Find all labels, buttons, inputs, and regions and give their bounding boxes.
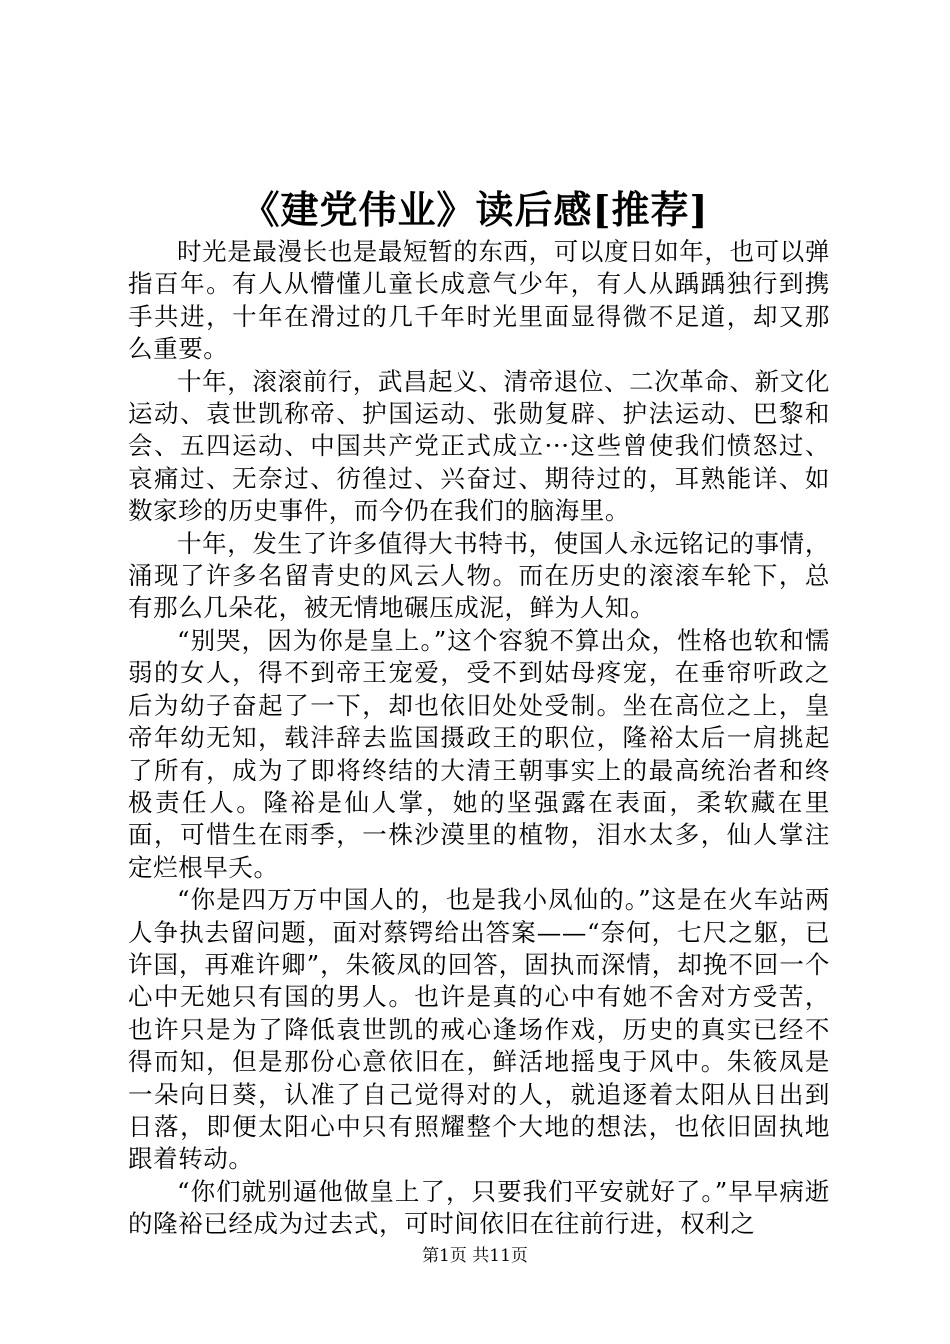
paragraph: “你们就别逼他做皇上了，只要我们平安就好了。”早早病逝的隆裕已经成为过去式，可时间依旧在往前行进，权利之 xyxy=(128,1176,830,1239)
paragraph: 时光是最漫长也是最短暂的东西，可以度日如年，也可以弹指百年。有人从懵懂儿童长成意气少年，有人从踽踽独行到携手共进，十年在滑过的几千年时光里面显得微不足道，却又那么重要。 xyxy=(128,237,830,364)
paragraph: 十年，发生了许多值得大书特书，使国人永远铭记的事情，涌现了许多名留青史的风云人物。而在历史的滚滚车轮下，总有那么几朵花，被无情地碾压成泥，鲜为人知。 xyxy=(128,528,830,623)
page-footer: 第1页 共11页 xyxy=(422,1246,528,1266)
paragraph: 十年，滚滚前行，武昌起义、清帝退位、二次革命、新文化运动、袁世凯称帝、护国运动、张勋复辟、护法运动、巴黎和会、五四运动、中国共产党正式成立···这些曾使我们愤怒过、哀痛过、无奈过、彷徨过、兴奋过、期待过的，耳熟能详、如数家珍的历史事件，而今仍在我们的脑海里。 xyxy=(128,366,830,526)
paragraph: “别哭，因为你是皇上。”这个容貌不算出众，性格也软和懦弱的女人，得不到帝王宠爱，受不到姑母疼宠，在垂帘听政之后为幼子奋起了一下，却也依旧处处受制。坐在高位之上，皇帝年幼无知，载沣辞去监国摄政王的职位，隆裕太后一肩挑起了所有，成为了即将终结的大清王朝事实上的最高统治者和终极责任人。隆裕是仙人掌，她的坚强露在表面，柔软藏在里面，可惜生在雨季，一株沙漠里的植物，泪水太多，仙人掌注定烂根早夭。 xyxy=(128,625,830,882)
paragraph: “你是四万万中国人的，也是我小凤仙的。”这是在火车站两人争执去留问题，面对蔡锷给出答案——“奈何，七尺之躯，已许国，再难许卿”，朱筱凤的回答，固执而深情，却挽不回一个心中无她只有国的男人。也许是真的心中有她不舍对方受苦，也许只是为了降低袁世凯的戒心逢场作戏，历史的真实已经不得而知，但是那份心意依旧在，鲜活地摇曳于风中。朱筱凤是一朵向日葵，认准了自己觉得对的人，就追逐着太阳从日出到日落，即便太阳心中只有照耀整个大地的想法，也依旧固执地跟着转动。 xyxy=(128,885,830,1174)
page-title: 《建党伟业》读后感[推荐] xyxy=(241,187,709,232)
article-body xyxy=(128,236,830,1241)
